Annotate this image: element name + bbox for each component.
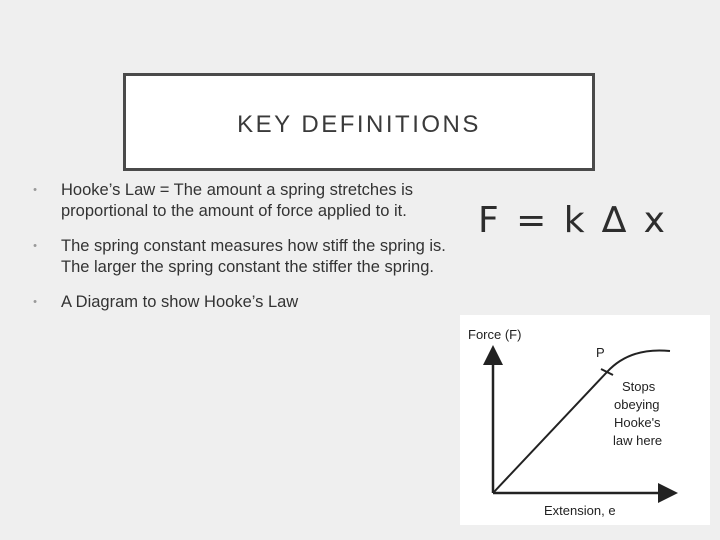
- bullet-text: A Diagram to show Hooke’s Law: [61, 293, 299, 311]
- slide-title: KEY DEFINITIONS: [237, 111, 481, 138]
- bullet-item-diagram: [28, 292, 458, 313]
- bullet-dot-icon: •: [33, 296, 37, 308]
- diagram-svg: [460, 315, 710, 525]
- limit-point-marker: [601, 369, 613, 375]
- bullet-text: Hooke’s Law = The amount a spring stretches is proportional to the amount of force applied to it.: [61, 181, 414, 220]
- bullet-list: [28, 180, 458, 327]
- bullet-item-hookes-law: [28, 180, 458, 222]
- x-axis-label: Extension, e: [544, 503, 616, 518]
- annotation-line-2: obeying: [614, 397, 660, 412]
- bullet-dot-icon: •: [33, 184, 37, 196]
- point-p-label: P: [596, 345, 605, 360]
- annotation-line-1: Stops: [622, 379, 656, 394]
- linear-region-line: [493, 372, 607, 493]
- bullet-item-spring-constant: [28, 236, 458, 278]
- bullet-dot-icon: •: [33, 240, 37, 252]
- title-box: [123, 73, 595, 171]
- bullet-text: The spring constant measures how stiff the spring is. The larger the spring constant the stiffer the spring.: [61, 237, 446, 276]
- non-linear-curve: [607, 350, 670, 372]
- hookes-law-formula: F = k ∆ x: [478, 200, 668, 241]
- hookes-law-diagram: [460, 315, 710, 525]
- annotation-line-3: Hooke's: [614, 415, 661, 430]
- annotation-line-4: law here: [613, 433, 663, 448]
- y-axis-label: Force (F): [468, 327, 522, 342]
